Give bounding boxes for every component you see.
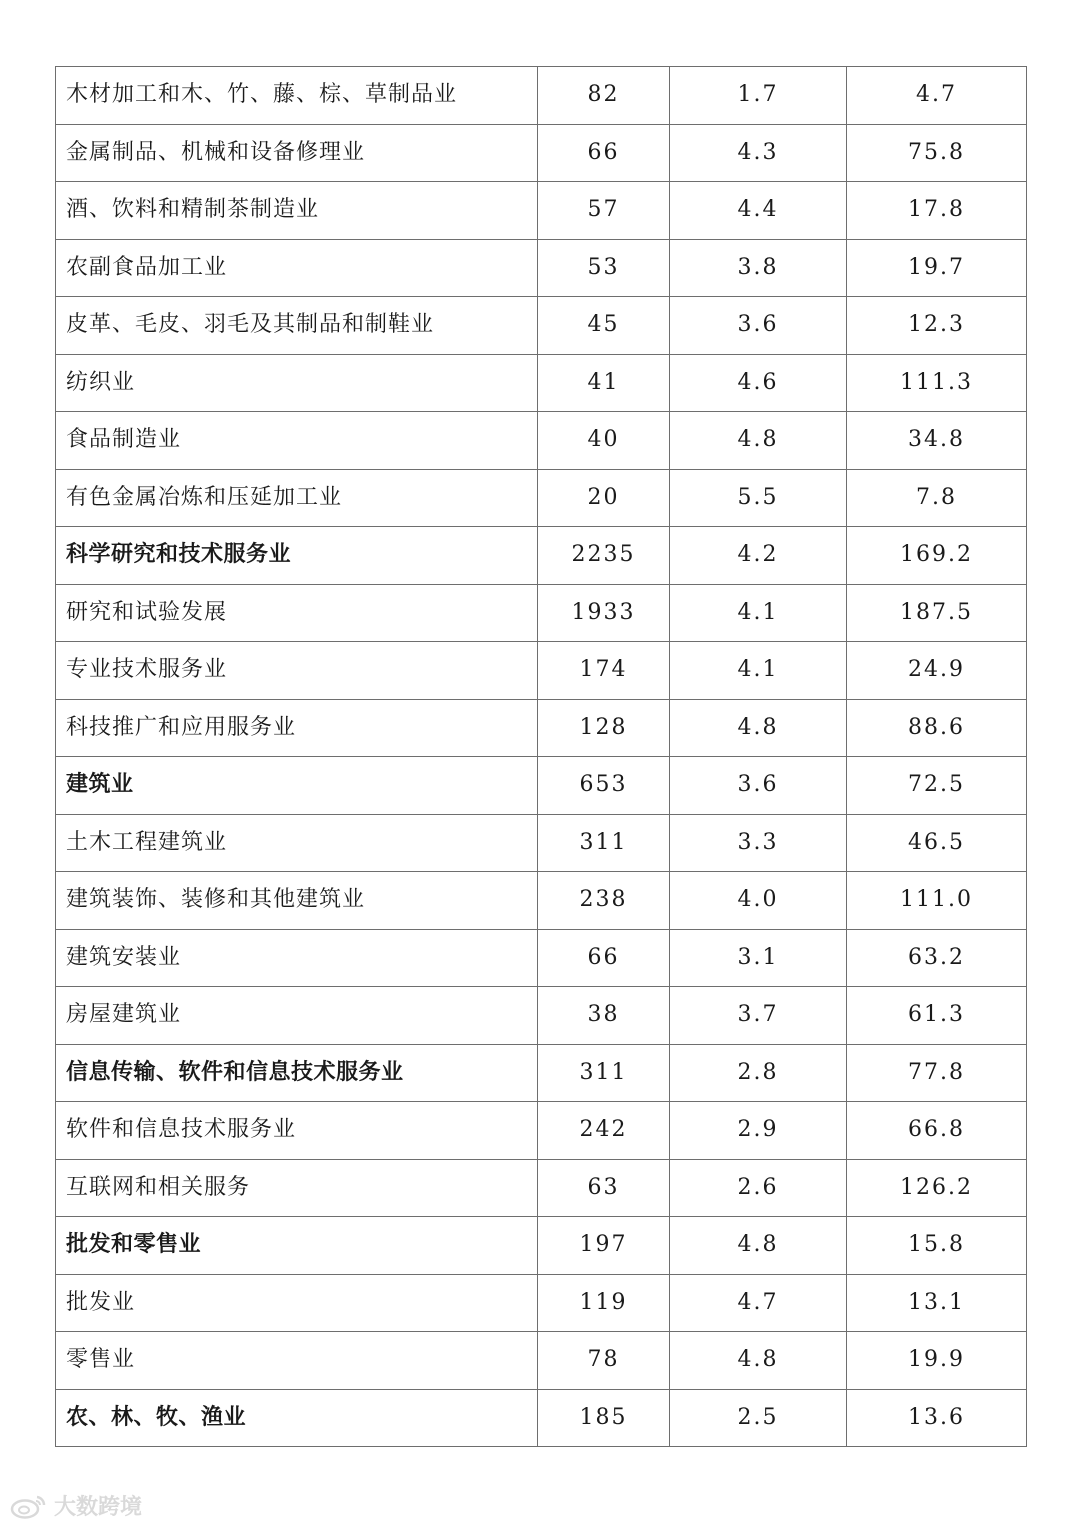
value-col3-cell: 111.3	[847, 354, 1027, 412]
value-col3-cell: 72.5	[847, 757, 1027, 815]
weibo-logo-icon	[10, 1493, 48, 1519]
industry-name-cell: 互联网和相关服务	[56, 1159, 538, 1217]
value-col1-cell: 653	[538, 757, 670, 815]
value-col2-cell: 4.0	[670, 872, 847, 930]
value-col1-cell: 38	[538, 987, 670, 1045]
value-col1-cell: 45	[538, 297, 670, 355]
industry-name-cell: 木材加工和木、竹、藤、棕、草制品业	[56, 67, 538, 125]
industry-name-cell: 建筑业	[56, 757, 538, 815]
value-col2-cell: 4.2	[670, 527, 847, 585]
industry-name-cell: 土木工程建筑业	[56, 814, 538, 872]
industry-name-cell: 金属制品、机械和设备修理业	[56, 124, 538, 182]
value-col3-cell: 4.7	[847, 67, 1027, 125]
value-col2-cell: 3.3	[670, 814, 847, 872]
industry-name-cell: 批发业	[56, 1274, 538, 1332]
value-col2-cell: 4.1	[670, 642, 847, 700]
table-row	[56, 1159, 1027, 1217]
value-col2-cell: 4.8	[670, 1332, 847, 1390]
industry-name-cell: 零售业	[56, 1332, 538, 1390]
industry-name-cell: 房屋建筑业	[56, 987, 538, 1045]
value-col3-cell: 66.8	[847, 1102, 1027, 1160]
value-col2-cell: 1.7	[670, 67, 847, 125]
table-row	[56, 412, 1027, 470]
value-col3-cell: 63.2	[847, 929, 1027, 987]
value-col1-cell: 82	[538, 67, 670, 125]
table-row	[56, 1332, 1027, 1390]
table-row-category	[56, 1217, 1027, 1275]
value-col2-cell: 5.5	[670, 469, 847, 527]
value-col3-cell: 12.3	[847, 297, 1027, 355]
industry-name-cell: 纺织业	[56, 354, 538, 412]
value-col2-cell: 2.9	[670, 1102, 847, 1160]
table-row	[56, 1102, 1027, 1160]
table-row	[56, 699, 1027, 757]
watermark	[10, 1490, 142, 1521]
value-col2-cell: 4.8	[670, 699, 847, 757]
industry-name-cell: 农、林、牧、渔业	[56, 1389, 538, 1447]
table-row	[56, 67, 1027, 125]
statistics-table	[55, 66, 1027, 1447]
table-row-category	[56, 1389, 1027, 1447]
value-col3-cell: 34.8	[847, 412, 1027, 470]
industry-name-cell: 信息传输、软件和信息技术服务业	[56, 1044, 538, 1102]
value-col1-cell: 57	[538, 182, 670, 240]
value-col2-cell: 2.8	[670, 1044, 847, 1102]
value-col2-cell: 3.8	[670, 239, 847, 297]
value-col2-cell: 3.7	[670, 987, 847, 1045]
value-col1-cell: 2235	[538, 527, 670, 585]
value-col1-cell: 78	[538, 1332, 670, 1390]
value-col1-cell: 40	[538, 412, 670, 470]
table-row	[56, 239, 1027, 297]
value-col1-cell: 185	[538, 1389, 670, 1447]
value-col2-cell: 4.1	[670, 584, 847, 642]
industry-name-cell: 科学研究和技术服务业	[56, 527, 538, 585]
table-row	[56, 814, 1027, 872]
value-col2-cell: 3.1	[670, 929, 847, 987]
table-row	[56, 872, 1027, 930]
value-col3-cell: 126.2	[847, 1159, 1027, 1217]
table-row	[56, 1274, 1027, 1332]
industry-name-cell: 农副食品加工业	[56, 239, 538, 297]
value-col2-cell: 4.4	[670, 182, 847, 240]
value-col2-cell: 3.6	[670, 757, 847, 815]
value-col1-cell: 20	[538, 469, 670, 527]
table-row	[56, 124, 1027, 182]
value-col1-cell: 1933	[538, 584, 670, 642]
industry-name-cell: 建筑安装业	[56, 929, 538, 987]
industry-name-cell: 研究和试验发展	[56, 584, 538, 642]
value-col2-cell: 2.5	[670, 1389, 847, 1447]
value-col3-cell: 187.5	[847, 584, 1027, 642]
value-col1-cell: 174	[538, 642, 670, 700]
value-col1-cell: 41	[538, 354, 670, 412]
table-row	[56, 642, 1027, 700]
table-row	[56, 987, 1027, 1045]
value-col3-cell: 13.6	[847, 1389, 1027, 1447]
value-col2-cell: 4.8	[670, 412, 847, 470]
industry-name-cell: 皮革、毛皮、羽毛及其制品和制鞋业	[56, 297, 538, 355]
table-row-category	[56, 527, 1027, 585]
table-row	[56, 929, 1027, 987]
value-col1-cell: 197	[538, 1217, 670, 1275]
value-col1-cell: 311	[538, 814, 670, 872]
industry-name-cell: 建筑装饰、装修和其他建筑业	[56, 872, 538, 930]
watermark-text: 大数跨境	[54, 1495, 143, 1520]
table-row	[56, 584, 1027, 642]
table-row	[56, 182, 1027, 240]
value-col3-cell: 77.8	[847, 1044, 1027, 1102]
value-col2-cell: 4.7	[670, 1274, 847, 1332]
industry-name-cell: 专业技术服务业	[56, 642, 538, 700]
industry-name-cell: 科技推广和应用服务业	[56, 699, 538, 757]
value-col3-cell: 24.9	[847, 642, 1027, 700]
value-col3-cell: 61.3	[847, 987, 1027, 1045]
value-col3-cell: 46.5	[847, 814, 1027, 872]
table-row-category	[56, 757, 1027, 815]
industry-name-cell: 批发和零售业	[56, 1217, 538, 1275]
value-col1-cell: 242	[538, 1102, 670, 1160]
value-col3-cell: 169.2	[847, 527, 1027, 585]
table-row	[56, 297, 1027, 355]
industry-name-cell: 酒、饮料和精制茶制造业	[56, 182, 538, 240]
industry-name-cell: 有色金属冶炼和压延加工业	[56, 469, 538, 527]
value-col1-cell: 53	[538, 239, 670, 297]
value-col2-cell: 3.6	[670, 297, 847, 355]
value-col3-cell: 75.8	[847, 124, 1027, 182]
table-row	[56, 469, 1027, 527]
value-col3-cell: 7.8	[847, 469, 1027, 527]
table-row-category	[56, 1044, 1027, 1102]
industry-name-cell: 食品制造业	[56, 412, 538, 470]
value-col1-cell: 63	[538, 1159, 670, 1217]
table-body	[56, 67, 1027, 1447]
value-col1-cell: 119	[538, 1274, 670, 1332]
value-col1-cell: 66	[538, 124, 670, 182]
value-col3-cell: 19.9	[847, 1332, 1027, 1390]
value-col1-cell: 128	[538, 699, 670, 757]
value-col3-cell: 111.0	[847, 872, 1027, 930]
value-col1-cell: 311	[538, 1044, 670, 1102]
value-col2-cell: 4.6	[670, 354, 847, 412]
value-col3-cell: 13.1	[847, 1274, 1027, 1332]
value-col1-cell: 66	[538, 929, 670, 987]
value-col2-cell: 4.8	[670, 1217, 847, 1275]
industry-name-cell: 软件和信息技术服务业	[56, 1102, 538, 1160]
value-col3-cell: 19.7	[847, 239, 1027, 297]
value-col2-cell: 2.6	[670, 1159, 847, 1217]
value-col2-cell: 4.3	[670, 124, 847, 182]
value-col3-cell: 88.6	[847, 699, 1027, 757]
value-col3-cell: 17.8	[847, 182, 1027, 240]
table-row	[56, 354, 1027, 412]
value-col3-cell: 15.8	[847, 1217, 1027, 1275]
value-col1-cell: 238	[538, 872, 670, 930]
